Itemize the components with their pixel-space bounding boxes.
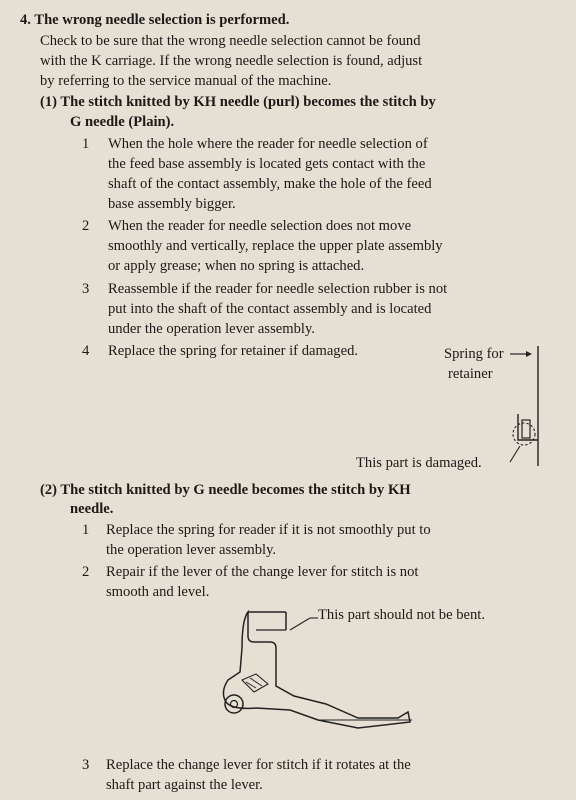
sub1-item-1-line-3: shaft of the contact assembly, make the hole of the feed xyxy=(108,176,432,192)
intro-line-3: by referring to the service manual of the machine. xyxy=(40,73,332,89)
sub1-item-3-line-3: under the operation lever assembly. xyxy=(108,321,315,337)
sub1-item-3-line-2: put into the shaft of the contact assembly and is located xyxy=(108,301,432,317)
sub2-heading-line-1: (2) The stitch knitted by G needle becomes the stitch by KH xyxy=(40,482,411,498)
sub1-item-1-number: 1 xyxy=(82,136,90,152)
sub2-heading-line-2: needle. xyxy=(70,501,114,517)
sub2-item-1-number: 1 xyxy=(82,522,90,538)
label-should-not-be-bent: This part should not be bent. xyxy=(318,607,485,623)
sub2-item-1-line-2: the operation lever assembly. xyxy=(106,542,277,558)
label-spring-for: Spring for xyxy=(444,346,504,362)
intro-line-1: Check to be sure that the wrong needle selection cannot be found xyxy=(40,33,421,49)
intro-line-2: with the K carriage. If the wrong needle selection is found, adjust xyxy=(40,53,423,69)
sub1-item-2-number: 2 xyxy=(82,218,90,234)
sub2-item-2-number: 2 xyxy=(82,564,90,580)
label-retainer: retainer xyxy=(448,366,493,382)
sub2-item-3-line-1: Replace the change lever for stitch if it rotates at the xyxy=(106,757,411,773)
spring-retainer-diagram xyxy=(500,336,560,476)
sub2-item-1-line-1: Replace the spring for reader if it is not smoothly put to xyxy=(106,522,431,538)
sub1-item-3-number: 3 xyxy=(82,281,90,297)
sub1-item-1-line-4: base assembly bigger. xyxy=(108,196,236,212)
sub1-item-1-line-2: the feed base assembly is located gets contact with the xyxy=(108,156,426,172)
sub1-heading-line-1: (1) The stitch knitted by KH needle (purl) becomes the stitch by xyxy=(40,94,436,110)
sub1-item-2-line-1: When the reader for needle selection does not move xyxy=(108,218,412,234)
sub1-item-4-line-1: Replace the spring for retainer if damaged. xyxy=(108,343,359,359)
sub2-item-3-line-2: shaft part against the lever. xyxy=(106,777,263,793)
change-lever-diagram xyxy=(198,600,438,750)
sub1-heading-line-2: G needle (Plain). xyxy=(70,114,175,130)
sub1-item-2-line-2: smoothly and vertically, replace the upper plate assembly xyxy=(108,238,443,254)
sub1-item-2-line-3: or apply grease; when no spring is attached. xyxy=(108,258,365,274)
sub1-item-3-line-1: Reassemble if the reader for needle selection rubber is not xyxy=(108,281,448,297)
sub2-item-2-line-2: smooth and level. xyxy=(106,584,210,600)
label-part-damaged: This part is damaged. xyxy=(356,455,482,471)
sub2-item-3-number: 3 xyxy=(82,757,90,773)
sub2-item-2-line-1: Repair if the lever of the change lever for stitch is not xyxy=(106,564,419,580)
sub1-item-4-number: 4 xyxy=(82,343,90,359)
section-title: 4. The wrong needle selection is performed. xyxy=(20,12,290,28)
sub1-item-1-line-1: When the hole where the reader for needle selection of xyxy=(108,136,428,152)
